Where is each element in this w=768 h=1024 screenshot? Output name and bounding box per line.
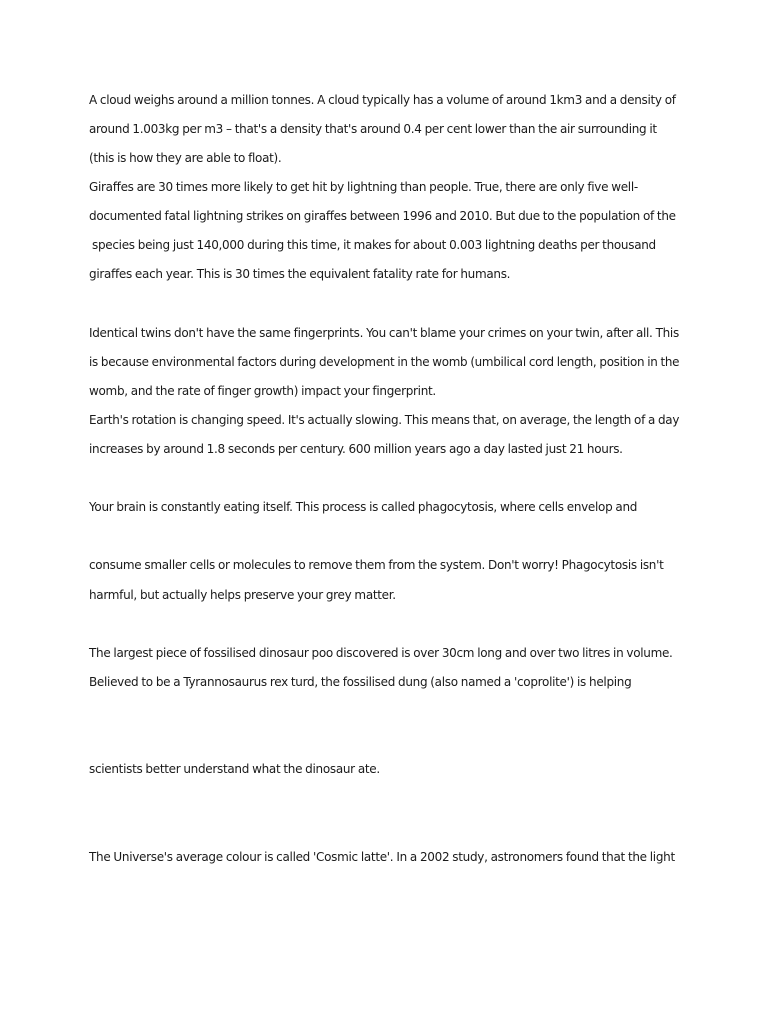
- text-line: increases by around 1.8 seconds per century. 600 million years ago a day lasted just 21 hours.: [89, 442, 623, 456]
- text-line: scientists better understand what the dinosaur ate.: [89, 762, 380, 776]
- text-line: giraffes each year. This is 30 times the equivalent fatality rate for humans.: [89, 267, 511, 281]
- text-line: species being just 140,000 during this time, it makes for about 0.003 lightning deaths per thousand: [89, 238, 656, 252]
- text-line: Earth's rotation is changing speed. It's actually slowing. This means that, on average, the length of a day: [89, 413, 680, 427]
- text-line: is because environmental factors during development in the womb (umbilical cord length, position in the: [89, 355, 680, 369]
- text-line: A cloud weighs around a million tonnes. A cloud typically has a volume of around 1km3 and a density of: [89, 93, 676, 107]
- text-line: womb, and the rate of finger growth) impact your fingerprint.: [89, 384, 436, 398]
- text-line: Believed to be a Tyrannosaurus rex turd, the fossilised dung (also named a 'coprolite') is helping: [89, 675, 632, 689]
- text-line: harmful, but actually helps preserve your grey matter.: [89, 588, 396, 602]
- text-line: The Universe's average colour is called 'Cosmic latte'. In a 2002 study, astronomers found that the light: [89, 850, 675, 864]
- text-line: The largest piece of fossilised dinosaur poo discovered is over 30cm long and over two litres in volume.: [89, 646, 673, 660]
- text-line: around 1.003kg per m3 – that's a density that's around 0.4 per cent lower than the air surrounding it: [89, 122, 657, 136]
- text-line: Giraffes are 30 times more likely to get hit by lightning than people. True, there are only five well-: [89, 180, 638, 194]
- text-line: consume smaller cells or molecules to remove them from the system. Don't worry! Phagocytosis isn't: [89, 558, 664, 572]
- text-line: (this is how they are able to float).: [89, 151, 282, 165]
- text-line: Identical twins don't have the same fingerprints. You can't blame your crimes on your twin, after all. This: [89, 326, 679, 340]
- text-line: documented fatal lightning strikes on giraffes between 1996 and 2010. But due to the population of the: [89, 209, 676, 223]
- text-line: Your brain is constantly eating itself. This process is called phagocytosis, where cells envelop and: [89, 500, 638, 514]
